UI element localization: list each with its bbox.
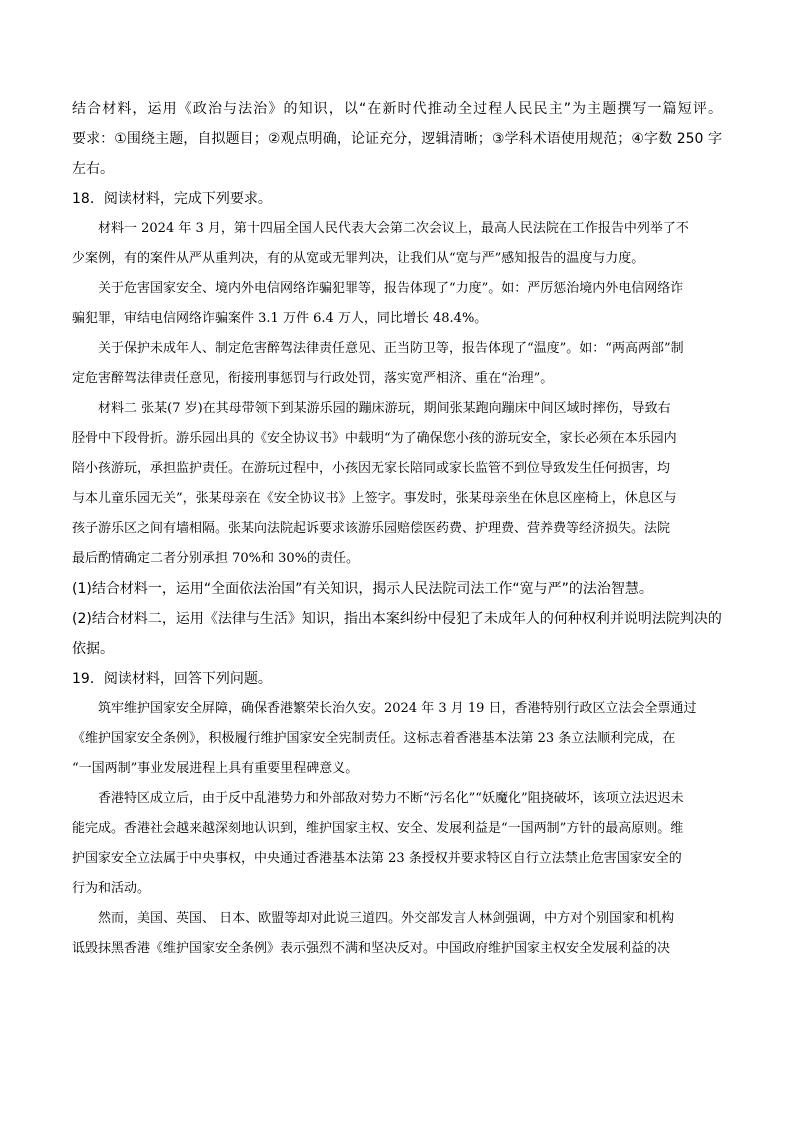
material-1-para-3-line-2: 定危害醉驾法律责任意见，衔接刑事惩罚与行政处罚，落实宽严相济、重在“治理”。 [72, 371, 554, 386]
q19-para-3-line-1: 然而，美国、英国、 日本、欧盟等却对此说三道四。外交部发言人林剑强调，中方对个别国家和机构 [98, 911, 675, 926]
question-17-requirements-line-2: 左右。 [72, 161, 114, 177]
exam-page [72, 94, 722, 964]
question-17-task: 结合材料，运用《政治与法治》的知识，以“在新时代推动全过程人民民主”为主题撰写一篇短评。 [72, 101, 722, 117]
q19-para-3-line-2: 诋毁抹黑香港《维护国家安全条例》表示强烈不满和坚决反对。中国政府维护国家主权安全发展利益的决 [72, 941, 671, 956]
question-19-heading: 19．阅读材料，回答下列问题。 [72, 671, 272, 687]
q19-para-2-line-4: 行为和活动。 [72, 881, 151, 896]
question-18-sub-2-line-2: 依据。 [72, 641, 114, 657]
material-2-line-4: 与本儿童乐园无关”，张某母亲在《安全协议书》上签字。事发时，张某母亲坐在休息区座椅上，休息区与 [72, 491, 677, 506]
q19-para-2-line-1: 香港特区成立后，由于反中乱港势力和外部敌对势力不断“污名化”“妖魔化”阻挠破坏，该项立法迟迟未 [98, 791, 684, 806]
q19-para-2-line-3: 护国家安全立法属于中央事权，中央通过香港基本法第 23 条授权并要求特区自行立法禁止危害国家安全的 [72, 851, 682, 866]
q19-para-1-line-2: 《维护国家安全条例》，积极履行维护国家安全宪制责任。这标志着香港基本法第 23 条立法顺利完成，在 [72, 731, 676, 746]
question-18-heading: 18．阅读材料，完成下列要求。 [72, 191, 272, 207]
material-1-line-1: 材料一 2024 年 3 月，第十四届全国人民代表大会第二次会议上，最高人民法院在工作报告中列举了不 [98, 221, 689, 236]
material-1-para-3-line-1: 关于保护未成年人、制定危害醉驾法律责任意见、正当防卫等，报告体现了“温度”。如：“两高两部”制 [98, 341, 684, 356]
material-2-line-1: 材料二 张某(7 岁)在其母带领下到某游乐园的蹦床游玩，期间张某跑向蹦床中间区域时摔伤，导致右 [98, 401, 671, 416]
material-2-line-5: 孩子游乐区之间有墙相隔。张某向法院起诉要求该游乐园赔偿医药费、护理费、营养费等经济损失。法院 [72, 521, 671, 536]
question-18-sub-2-line-1: (2)结合材料二，运用《法律与生活》知识，指出本案纠纷中侵犯了未成年人的何种权利并说明法院判决的 [72, 611, 722, 627]
question-17-requirements-line-1: 要求：①围绕主题，自拟题目；②观点明确，论证充分，逻辑清晰；③学科术语使用规范；④字数 250 字 [72, 131, 722, 147]
material-1-line-2: 少案例，有的案件从严从重判决，有的从宽或无罪判决，让我们从“宽与严”感知报告的温度与力度。 [72, 251, 645, 266]
question-18-block [72, 184, 722, 664]
question-19-block [72, 664, 722, 964]
material-2-line-2: 胫骨中下段骨折。游乐园出具的《安全协议书》中载明“为了确保您小孩的游玩安全，家长必须在本乐园内 [72, 431, 677, 446]
q19-para-1-line-1: 筑牢维护国家安全屏障，确保香港繁荣长治久安。2024 年 3 月 19 日，香港特别行政区立法会全票通过 [98, 701, 697, 716]
question-17-block [72, 94, 722, 184]
material-2-line-3: 陪小孩游玩，承担监护责任。在游玩过程中，小孩因无家长陪同或家长监管不到位导致发生任何损害，均 [72, 461, 671, 476]
material-1-para-2-line-1: 关于危害国家安全、境内外电信网络诈骗犯罪等，报告体现了“力度”。如：严厉惩治境内外电信网络诈 [98, 281, 684, 296]
material-1-para-2-line-2: 骗犯罪，审结电信网络诈骗案件 3.1 万件 6.4 万人，同比增长 48.4%。 [72, 311, 488, 326]
question-18-sub-1: (1)结合材料一，运用“全面依法治国”有关知识，揭示人民法院司法工作“宽与严”的法治智慧。 [72, 581, 653, 597]
q19-para-2-line-2: 能完成。香港社会越来越深刻地认识到，维护国家主权、安全、发展利益是“一国两制”方针的最高原则。维 [72, 821, 684, 836]
material-2-line-6: 最后酌情确定二者分别承担 70%和 30%的责任。 [72, 551, 360, 566]
q19-para-1-line-3: “一国两制”事业发展进程上具有重要里程碑意义。 [72, 761, 359, 776]
